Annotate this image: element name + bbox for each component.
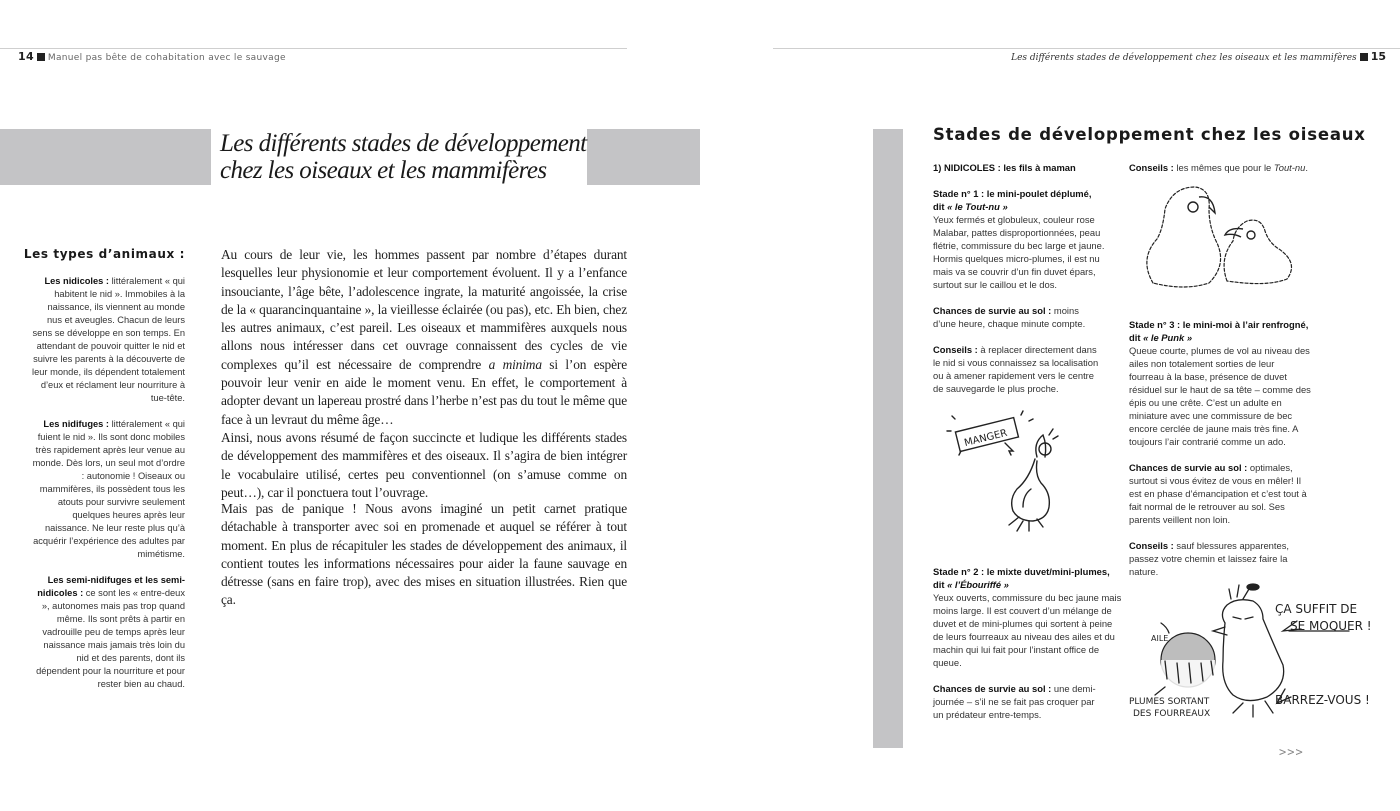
stage1-description: Yeux fermés et globuleux, couleur rose Malabar, pattes disproportionnées, peau flétrie, commissure du bec large et jaune. Hormis quelques micro-plumes, il est nu mais va se couvrir d’un fin duvet épars, surtout sur le caillou et le dos. [933, 214, 1105, 290]
advice-text: à replacer directement dans le nid si vous connaissez sa localisation ou à amener rapidement vers le centre de sauvegarde le plus proche. [933, 344, 1099, 394]
stage2-block [933, 565, 1123, 669]
body-text: si l’on espère pouvoir leur venir en aide le moment venu. En effet, le comportement à adopter devant un lapereau prostré dans l’herbe n’est pas du tout le même que face à un levraut du même âge… [221, 356, 628, 427]
header-square-icon [1360, 53, 1368, 61]
title-band-right [587, 129, 700, 185]
sidebar-item-semi [30, 574, 185, 691]
running-header-left-text: Manuel pas bête de cohabitation avec le sauvage [47, 53, 286, 63]
header-rule-left [0, 48, 627, 49]
arrow-icon [1005, 443, 1013, 455]
stage1-survival [933, 304, 1103, 330]
stage3-nickname: « le Punk » [1143, 332, 1193, 343]
stage1-heading: Stade n° 1 : le mini-poulet déplumé, [933, 188, 1092, 199]
sidebar-item-nidifuges [30, 418, 185, 561]
section-title: Stades de développement chez les oiseaux [933, 125, 1366, 144]
body-paragraph-3: Mais pas de panique ! Nous avons imaginé un petit carnet pratique détachable à transporter avec soi en promenade et auquel se référer à tout moment. En plus de récapituler les stades de développement des animaux, il contient toutes les informations nécessaires pour aider la faune sauvage en détresse (sans en faire trop), avec des mises en situation illustrées. Rien que ça. [221, 501, 627, 608]
sidebar-heading: Les types d’animaux : [23, 247, 185, 261]
stage2-survival [933, 682, 1103, 721]
advice-text-end: . [1305, 162, 1308, 173]
survival-text: optimales, surtout si vous évitez de vous en mêler! Il est en phase d’émancipation et c’est tout à fait normal de le retrouver au sol. Ses parents veillent non loin. [1129, 462, 1307, 525]
stage2-description: Yeux ouverts, commissure du bec jaune mais moins large. Il est couvert d’un mélange de duvet et de mini-plumes qui sortent à peine de leurs fourreaux au niveau des ailes et du machin qui lui fait pour l’instant office de queue. [933, 592, 1122, 668]
stage3-advice [1129, 539, 1307, 578]
label-feathers-1: PLUMES SORTANT [1129, 697, 1210, 707]
vertical-accent-bar [873, 129, 903, 748]
page-number-right: 15 [1370, 50, 1386, 63]
running-header-left [18, 50, 286, 63]
body-paragraph-1 [221, 246, 627, 502]
illustration-hungry-chick [945, 405, 1080, 535]
stage1-nickname: « le Tout-nu » [947, 201, 1008, 212]
stage2-dit: dit [933, 579, 948, 590]
body-text: Au cours de leur vie, les hommes passent par nombre d’étapes durant lesquelles leur physionomie et leur comportement évoluent. Il y a l’enfance insouciante, l’âge bête, l’adolescence ingrate, la maturité angoissée, la crise de la « quarancinquantaine », la vieillesse éclairée (ou pas), etc. Eh bien, chez les autres animaux, c’est pareil. Les oiseaux et mammifères auxquels nous allons nous intéresser dans cet ouvrage connaissent des cycles de vie complexes qu’il est nécessaire de comprendre [221, 247, 627, 372]
body-paragraph-2: Ainsi, nous avons résumé de façon succincte et ludique les différents stades de développement des mammifères et des oiseaux. Il s’agira de bien intégrer le vocabulaire utilisé, certes peu conventionnel (on s’amuse comme on peut…), car il ponctuera tout l’ouvrage. [221, 429, 627, 500]
speech-barrez: BARREZ-VOUS ! [1275, 693, 1370, 707]
sidebar-text: ce sont les « entre-deux », autonomes mais pas trop quand même. Ils sont prêts à partir en vadrouille peu de temps après leur naissance mais jamais très loin du nid et des parents, dont ils dépendent pour la nourriture et pour rester bien au chaud. [36, 588, 185, 689]
sidebar-text: littéralement « qui habitent le nid ». Immobiles à la naissance, ils viennent au monde nus et aveugles. Chacun de leurs sens se développe en son temps. En attendant de pouvoir quitter le nid et suivre les parents à la découverte de leur monde, ils dépendent totalement d’eux et réclament leur nourriture à tue-tête. [32, 276, 185, 403]
illustration-fluffy-chicks [1135, 183, 1305, 295]
stage3-block [1129, 318, 1311, 448]
stage1-block [933, 187, 1118, 291]
advice-text: sauf blessures apparentes, passez votre chemin et laissez faire la nature. [1129, 540, 1289, 577]
illustration-punk-chick [1125, 583, 1385, 721]
running-header-right-text: Les différents stades de développement chez les oiseaux et les mammifères [1011, 53, 1357, 63]
sidebar-item-nidicoles [30, 275, 185, 405]
manger-sign-text: MANGER [963, 427, 1009, 450]
survival-label: Chances de survie au sol : [933, 683, 1052, 694]
stage2-advice [1129, 161, 1319, 174]
section-subtitle [933, 161, 1123, 174]
header-rule-right [773, 48, 1400, 49]
stage1-dit: dit [933, 201, 948, 212]
advice-text: les mêmes que pour le [1173, 162, 1274, 173]
advice-emphasis: Tout-nu [1273, 162, 1306, 173]
survival-label: Chances de survie au sol : [1129, 462, 1248, 473]
stage2-heading: Stade n° 2 : le mixte duvet/mini-plumes, [933, 566, 1110, 577]
survival-text: une demi-journée – s’il ne se fait pas croquer par un prédateur entre-temps. [933, 683, 1096, 720]
section-subtitle-text: 1) NIDICOLES : les fils à maman [933, 162, 1076, 173]
sidebar-term: Les nidicoles : [44, 276, 110, 286]
speech-line-2: SE MOQUER ! [1290, 619, 1372, 633]
chapter-title-line1: Les différents stades de développement [220, 130, 587, 157]
advice-label: Conseils : [1129, 162, 1174, 173]
sidebar-term: Les semi-nidifuges et les semi-nidicoles : [37, 575, 185, 598]
advice-label: Conseils : [933, 344, 978, 355]
chapter-title-line2: chez les oiseaux et les mammifères [220, 157, 547, 184]
running-header-right [1011, 50, 1386, 63]
title-band-left [0, 129, 211, 185]
survival-label: Chances de survie au sol : [933, 305, 1052, 316]
page-number-left: 14 [18, 50, 34, 63]
label-feathers-2: DES FOURREAUX [1133, 709, 1211, 719]
stage2-nickname: « l’Ébouriffé » [947, 579, 1009, 590]
sidebar-term: Les nidifuges : [43, 419, 110, 429]
survival-text: moins d’une heure, chaque minute compte. [933, 305, 1086, 329]
advice-label: Conseils : [1129, 540, 1174, 551]
stage1-advice [933, 343, 1103, 395]
speech-line-1: ÇA SUFFIT DE [1275, 602, 1358, 616]
chapter-title [220, 130, 590, 184]
header-square-icon [37, 53, 45, 61]
stage3-dit: dit [1129, 332, 1144, 343]
body-emphasis: a minima [488, 356, 542, 372]
stage3-heading: Stade n° 3 : le mini-moi à l’air renfrogné, [1129, 319, 1309, 330]
sidebar-text: littéralement « qui fuient le nid ». Ils sont donc mobiles très rapidement après leur venue au monde. Dès lors, un seul mot d’ordre : autonomie ! Oiseaux ou mammifères, ils possèdent tous les atouts pour survivre seulement quelques heures après leur naissance. Ne leur reste plus qu’à acquérir l’expérience des adultes par mimétisme. [32, 419, 185, 559]
label-wing: AILE [1151, 634, 1169, 643]
next-page-marker[interactable]: >>> [1279, 745, 1304, 759]
stage3-description: Queue courte, plumes de vol au niveau des ailes non totalement sorties de leur fourreau à la base, présence de duvet résiduel sur le haut de sa tête – comme des épis ou une crête. C’est un adulte en miniature avec une commissure de bec encore cerclée de jaune mais très fine. A toujours l’air contrarié comme un ado. [1129, 345, 1311, 447]
stage3-survival [1129, 461, 1307, 526]
